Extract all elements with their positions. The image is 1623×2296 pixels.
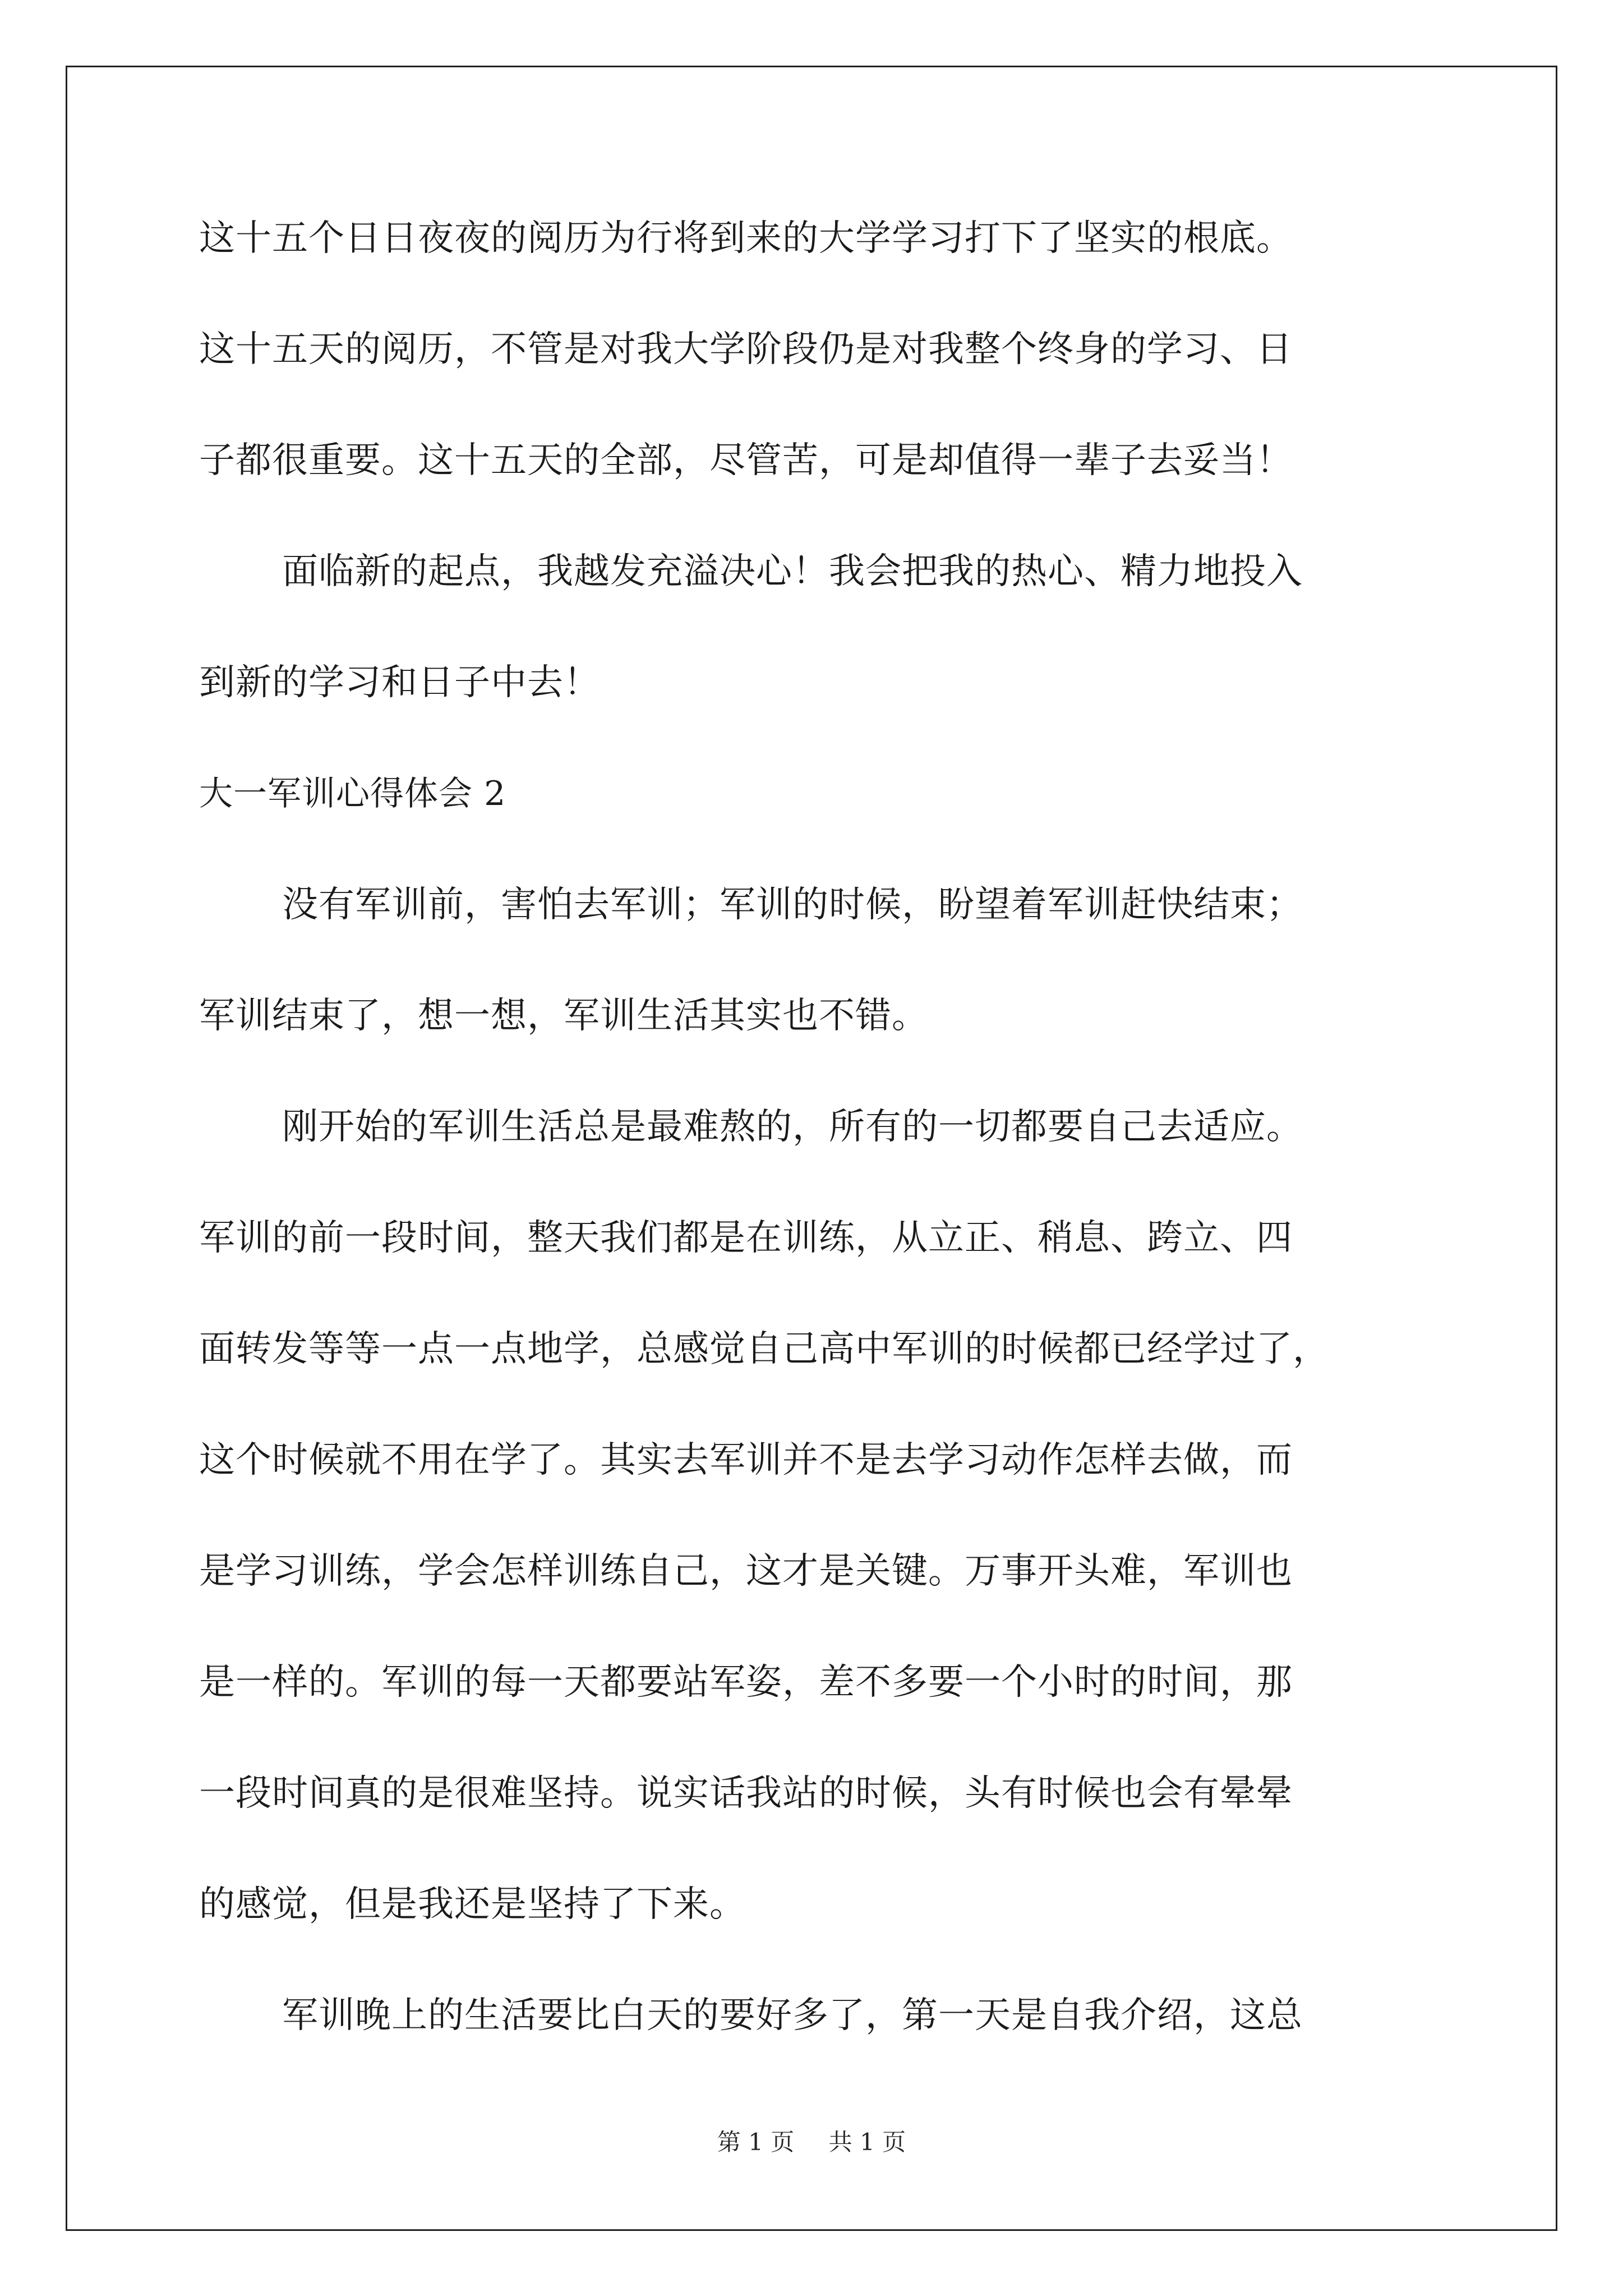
text-line: 这个时候就不用在学了。其实去军训并不是去学习动作怎样去做，而 [199, 1439, 1293, 1481]
text-line: 是学习训练，学会怎样训练自己，这才是关键。万事开头难，军训也 [199, 1550, 1293, 1592]
document-body [199, 202, 1433, 2090]
page-footer [0, 2124, 1623, 2157]
text-line: 是一样的。军训的每一天都要站军姿，差不多要一个小时的时间，那 [199, 1662, 1293, 1703]
page-number: 第 1 页 [717, 2128, 795, 2156]
paragraph-start: 刚开始的军训生活总是最难熬的，所有的一切都要自己去适应。 [282, 1106, 1303, 1148]
section-heading: 大一军训心得体会 2 [199, 774, 506, 813]
text-line: 面转发等等一点一点地学，总感觉自己高中军训的时候都已经学过了， [199, 1328, 1329, 1370]
page-total: 共 1 页 [828, 2128, 906, 2156]
paragraph-start: 没有军训前，害怕去军训；军训的时候，盼望着军训赶快结束； [282, 884, 1303, 926]
text-line: 到新的学习和日子中去！ [199, 662, 600, 703]
text-line: 这十五天的阅历，不管是对我大学阶段仍是对我整个终身的学习、日 [199, 329, 1293, 370]
text-line: 子都很重要。这十五天的全部，尽管苦，可是却值得一辈子去妥当！ [199, 440, 1293, 481]
text-line: 军训结束了，想一想，军训生活其实也不错。 [199, 995, 928, 1037]
text-line: 军训的前一段时间，整天我们都是在训练，从立正、稍息、跨立、四 [199, 1217, 1293, 1259]
paragraph-start: 面临新的起点，我越发充溢决心！我会把我的热心、精力地投入 [282, 551, 1303, 592]
text-line: 一段时间真的是很难坚持。说实话我站的时候，头有时候也会有晕晕 [199, 1773, 1293, 1814]
text-line: 这十五个日日夜夜的阅历为行将到来的大学学习打下了坚实的根底。 [199, 218, 1293, 259]
paragraph-start: 军训晚上的生活要比白天的要好多了，第一天是自我介绍，这总 [282, 1995, 1303, 2036]
text-line: 的感觉，但是我还是坚持了下来。 [199, 1884, 746, 1925]
